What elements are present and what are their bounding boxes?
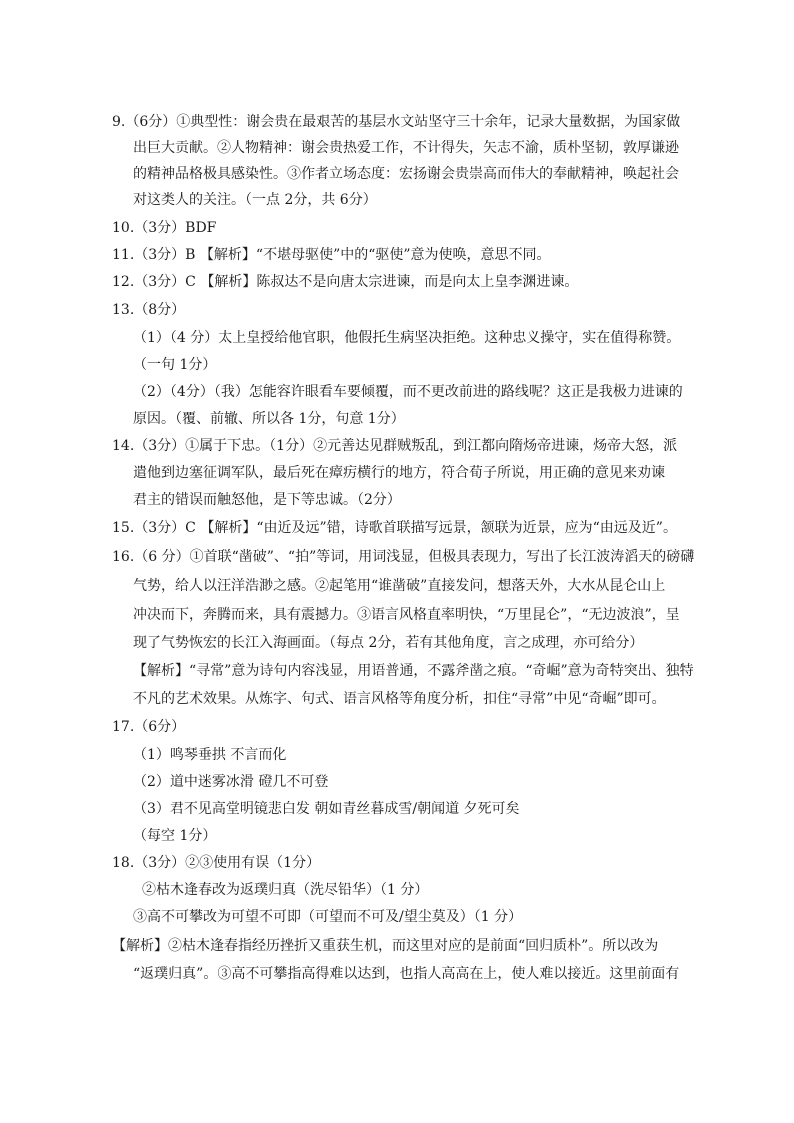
answer-14-line-2: 遣他到边塞征调军队，最后死在瘴疠横行的地方，符合荀子所说，用正确的意见来劝谏 (133, 465, 665, 481)
answer-12: 12.（3分）C 【解析】陈叔达不是向唐太宗进谏，而是向太上皇李渊进谏。 (112, 274, 579, 290)
answer-18-item-3: ③高不可攀改为可望不可即（可望而不可及/望尘莫及）（1 分） (133, 909, 523, 925)
answer-16-analysis-line-2: 不凡的艺术效果。从炼字、句式、语言风格等角度分析，扣住“寻常”中见“奇崛”即可。 (133, 691, 666, 707)
answer-14-line-3: 君主的错误而触怒他，是下等忠诚。（2分） (133, 492, 401, 508)
answer-9-line-4: 对这类人的关注。（一点 2分，共 6分） (133, 192, 377, 208)
answer-17-item-1: （1）鸣琴垂拱 不言而化 (133, 747, 287, 763)
answer-14-line-1: 14.（3分）①属于下忠。（1分）②元善达见群贼叛乱，到江都向隋炀帝进谏，炀帝大怒，派 (112, 438, 678, 454)
answer-18-item-2: ②枯木逢春改为返璞归真（洗尽铅华）（1 分） (142, 882, 429, 898)
answer-17-heading: 17.（6分） (112, 719, 186, 735)
answer-16-line-1: 16.（6 分）①首联“凿破”、“拍”等词，用词浅显，但极具表现力，写出了长江波涛滔天的磅礴 (112, 549, 695, 565)
answer-16-analysis-line-1: 【解析】“寻常”意为诗句内容浅显，用语普通，不露斧凿之痕。“奇崛”意为奇特突出、独特 (133, 663, 694, 679)
answer-18-heading: 18.（3分）②③使用有误（1分） (112, 855, 321, 871)
answer-13-part-2-score: 原因。（覆、前辙、所以各 1分，句意 1分） (133, 411, 405, 427)
answer-9-line-1: 9.（6分）①典型性：谢会贵在最艰苦的基层水文站坚守三十余年，记录大量数据，为国家做 (112, 114, 681, 130)
answer-16-line-4: 现了气势恢宏的长江入海画面。（每点 2分，若有其他角度，言之成理，亦可给分） (133, 635, 644, 651)
answer-9-line-3: 的精神品格极具感染性。③作者立场态度：宏扬谢会贵崇高而伟大的奉献精神，唤起社会 (133, 166, 679, 182)
answer-13-part-1-score: （一句 1分） (133, 357, 217, 373)
answer-11: 11.（3分）B 【解析】“不堪母驱使”中的“驱使”意为使唤，意思不同。 (112, 247, 551, 263)
answer-18-analysis-line-1: 【解析】②枯木逢春指经历挫折又重获生机，而这里对应的是前面“回归质朴”。所以改为 (112, 938, 659, 954)
answer-17-item-2: （2）道中迷雾冰滑 磴几不可登 (133, 774, 329, 790)
answer-16-line-3: 冲决而下，奔腾而来，具有震撼力。③语言风格直率明快，“万里昆仑”，“无边波浪”，呈 (133, 607, 680, 623)
answer-16-line-2: 气势，给人以汪洋浩渺之感。②起笔用“谁凿破”直接发问，想落天外，大水从昆仑山上 (133, 578, 666, 594)
answer-13-heading: 13.（8分） (112, 302, 186, 318)
answer-13-part-2: （2）（4分）（我）怎能容许眼看车要倾覆，而不更改前进的路线呢？这正是我极力进谏的 (133, 384, 683, 400)
answer-15: 15.（3分）C 【解析】“由近及远”错，诗歌首联描写远景，颔联为近景，应为“由远及近”。 (112, 520, 677, 536)
answer-17-score: （每空 1分） (133, 828, 217, 844)
answer-18-analysis-line-2: “返璞归真”。③高不可攀指高得难以达到，也指人高高在上，使人难以接近。这里前面有 (133, 966, 680, 982)
answer-13-part-1: （1）（4 分）太上皇授给他官职，他假托生病坚决拒绝。这种忠义操守，实在值得称赞。 (133, 330, 681, 346)
answer-17-item-3: （3）君不见高堂明镜悲白发 朝如青丝暮成雪/朝闻道 夕死可矣 (133, 801, 520, 817)
answer-9-line-2: 出巨大贡献。②人物精神：谢会贵热爱工作，不计得失，矢志不渝，质朴坚韧，敦厚谦逊 (133, 140, 679, 156)
answer-10: 10.（3分）BDF (112, 220, 217, 236)
